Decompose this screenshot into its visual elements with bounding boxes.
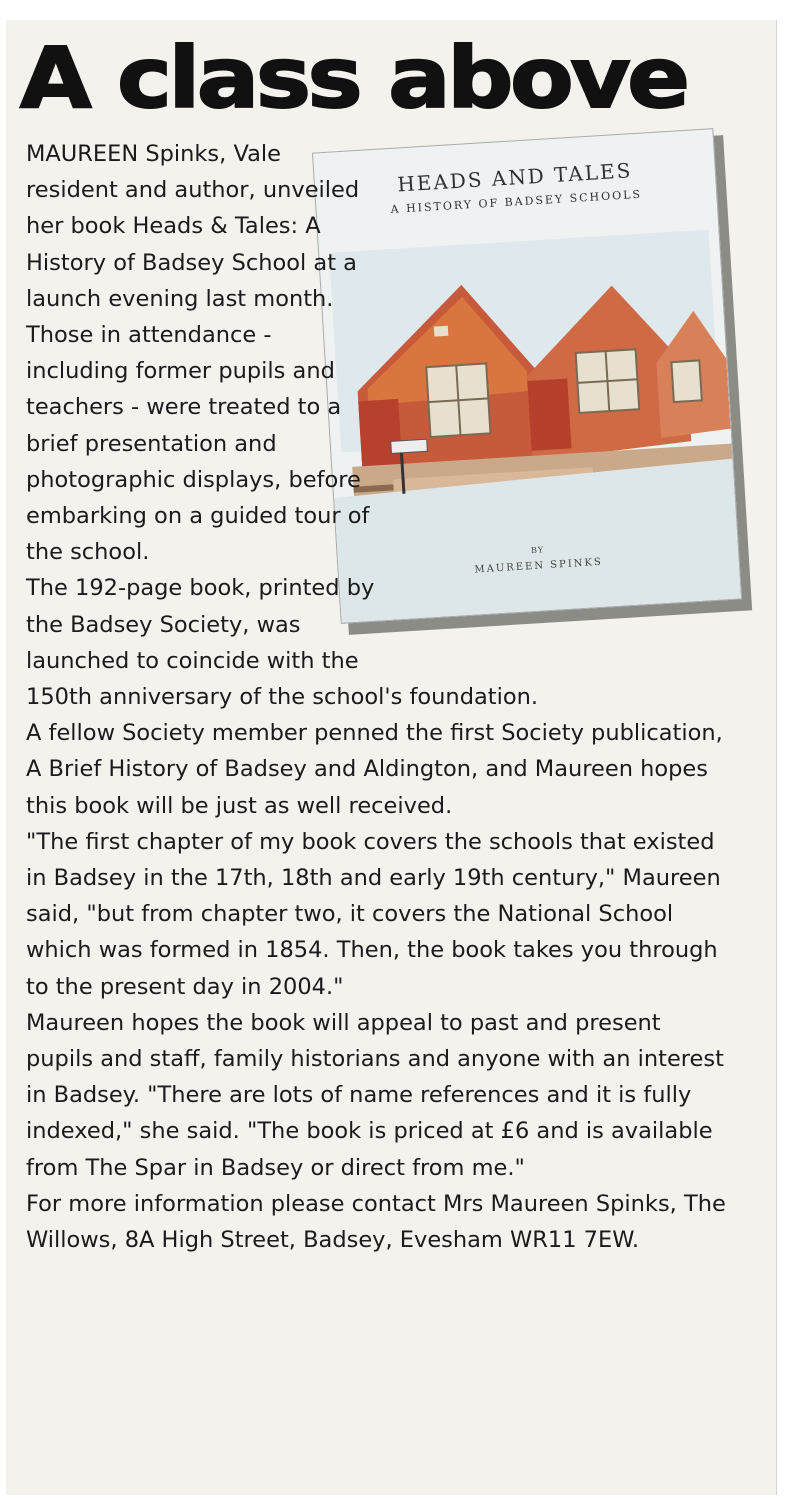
- book-cover-author: MAUREEN SPINKS: [474, 556, 604, 576]
- article-body: [26, 136, 726, 1258]
- paragraph-3: The 192-page book, printed by the Badsey Society, was launched to coincide with the 150th anniversary of the school's foundation.: [26, 575, 539, 711]
- book-cover-subtitle: A HISTORY OF BADSEY SCHOOLS: [390, 187, 643, 216]
- paragraph-7: For more information please contact Mrs Maureen Spinks, The Willows, 8A High Street, Badsey, Evesham WR11 7EW.: [26, 1190, 726, 1254]
- book-cover-title: HEADS AND TALES: [396, 158, 633, 197]
- paragraph-5: "The first chapter of my book covers the schools that existed in Badsey in the 17th, 18th and early 19th century," Maureen said, "but from chapter two, it covers the National School which was formed in 1854. Then, the book takes you through to the present day in 2004.": [26, 828, 721, 1000]
- paragraph-6: Maureen hopes the book will appeal to past and present pupils and staff, family historians and anyone with an interest in Badsey. "There are lots of name references and it is fully indexed," she said. "The book is priced at £6 and is available from The Spar in Badsey or direct from me.": [26, 1009, 724, 1181]
- image-wrap-spacer: [376, 136, 726, 664]
- paragraph-4: A fellow Society member penned the first Society publication, A Brief History of Badsey and Aldington, and Maureen hopes this book will be just as well received.: [26, 720, 723, 819]
- paragraph-2: Those in attendance - including former pupils and teachers - were treated to a brief presentation and photographic displays, before embarking on a guided tour of the school.: [26, 322, 370, 566]
- book-cover-by: BY: [530, 545, 545, 556]
- paragraph-1: MAUREEN Spinks, Vale resident and author, unveiled her book Heads & Tales: A History of Badsey School at a launch evening last month.: [26, 141, 360, 312]
- headline: A class above: [20, 29, 687, 127]
